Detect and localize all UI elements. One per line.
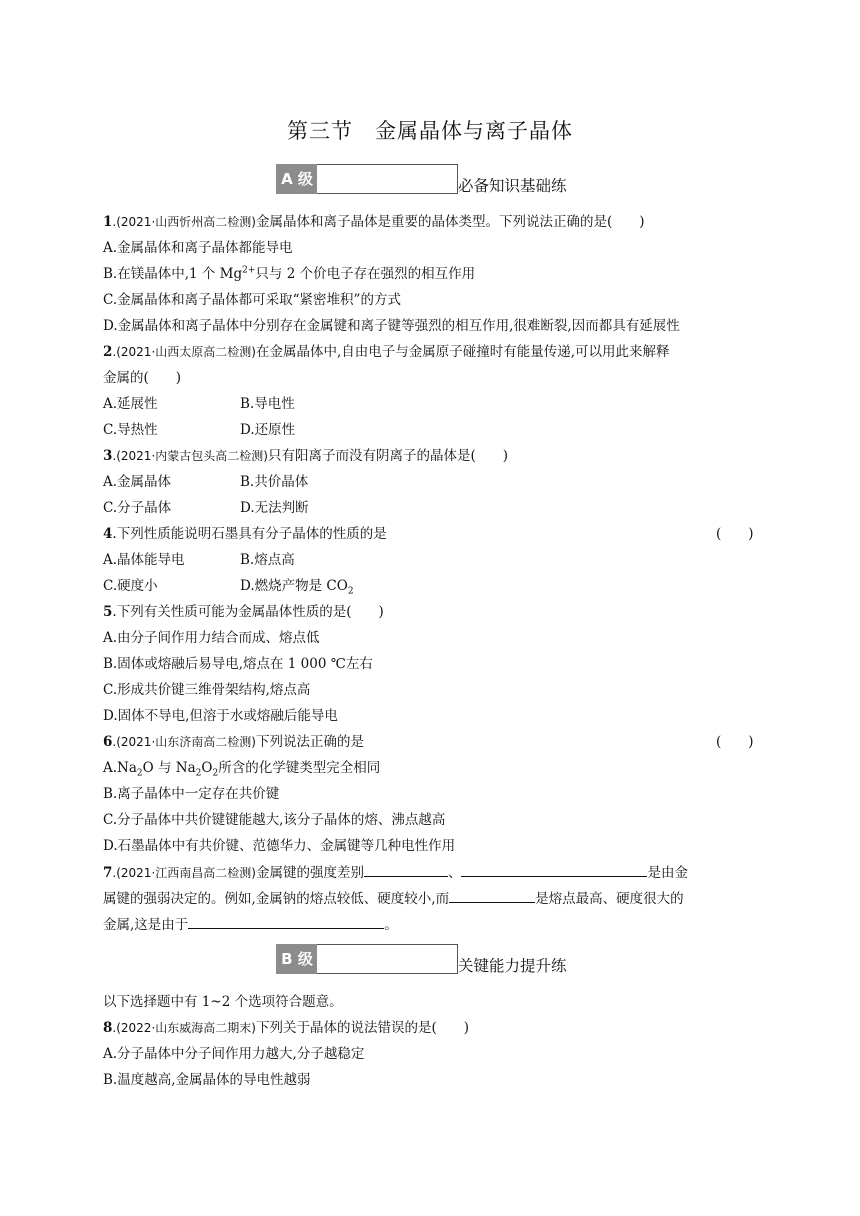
q1-option-d: D.金属晶体和离子晶体中分别存在金属键和离子键等强烈的相互作用,很难断裂,因而都具有延展性	[103, 318, 680, 334]
q4-option-d: D.燃烧产物是 $CO_2$	[240, 578, 354, 597]
q2-options-ab	[103, 394, 295, 414]
q1-option-b: B.在镁晶体中,1 个 $Mg^{2+}$只与 2 个价电子存在强烈的相互作用	[103, 265, 476, 282]
q3-options-ab	[103, 472, 309, 492]
q3-option-b: B.共价晶体	[240, 474, 309, 490]
q7-line-3: 金属,这是由于 。	[103, 914, 398, 935]
section-a-box	[317, 164, 458, 194]
q4-answer-paren: ( )	[716, 526, 754, 542]
q8-option-a: A.分子晶体中分子间作用力越大,分子越稳定	[103, 1046, 365, 1062]
q7-line-1: 7.(2021·江西南昌高二检测)金属键的强度差别 、 是由金	[103, 862, 688, 883]
q2-stem: 2.(2021·山西太原高二检测)在金属晶体中,自由电子与金属原子碰撞时有能量传递,可以用此来解释	[103, 344, 670, 360]
q8-stem: 8.(2022·山东威海高二期末)下列关于晶体的说法错误的是( )	[103, 1020, 469, 1036]
q3-option-d: D.无法判断	[240, 500, 309, 516]
q4-option-b: B.熔点高	[240, 552, 295, 568]
q3-stem: 3.(2021·内蒙古包头高二检测)只有阳离子而没有阴离子的晶体是( )	[103, 448, 508, 464]
q7-blank-2[interactable]	[461, 862, 647, 877]
q4-options-cd	[103, 576, 354, 597]
q5-option-d: D.固体不导电,但溶于水或熔融后能导电	[103, 708, 338, 724]
q4-option-a: A.晶体能导电	[103, 552, 185, 568]
q6-answer-paren: ( )	[716, 734, 754, 750]
q1-option-a: A.金属晶体和离子晶体都能导电	[103, 240, 293, 256]
q3-options-cd	[103, 498, 309, 518]
q6-stem: 6.(2021·山东济南高二检测)下列说法正确的是	[103, 734, 364, 750]
q3-option-a: A.金属晶体	[103, 474, 172, 490]
q4-stem: 4.下列性质能说明石墨具有分子晶体的性质的是	[103, 526, 387, 542]
section-b-box	[317, 944, 458, 974]
q2-option-a: A.延展性	[103, 396, 158, 412]
q6-option-c: C.分子晶体中共价键键能越大,该分子晶体的熔、沸点越高	[103, 812, 446, 828]
section-a-label: 必备知识基础练	[458, 177, 567, 195]
q2-stem-cont: 金属的( )	[103, 370, 182, 386]
q4-option-c: C.硬度小	[103, 578, 158, 594]
q7-blank-1[interactable]	[364, 862, 448, 877]
q6-option-d: D.石墨晶体中有共价键、范德华力、金属键等几种电性作用	[103, 838, 456, 854]
page-title: 第三节 金属晶体与离子晶体	[287, 119, 573, 143]
q1-option-c: C.金属晶体和离子晶体都可采取“紧密堆积”的方式	[103, 292, 401, 308]
q7-blank-3[interactable]	[449, 888, 535, 903]
q6-option-a: $A.Na_2O$ 与 $Na_2O_2$所含的化学键类型完全相同	[103, 760, 381, 779]
q5-stem: 5.下列有关性质可能为金属晶体性质的是( )	[103, 604, 384, 620]
q1-stem: 1.(2021·山西忻州高二检测)金属晶体和离子晶体是重要的晶体类型。下列说法正确的是( )	[103, 214, 645, 230]
section-a-header	[276, 164, 616, 196]
q5-option-b: B.固体或熔融后易导电,熔点在 1 000 ℃左右	[103, 656, 373, 672]
q2-option-c: C.导热性	[103, 422, 158, 438]
section-b-badge: B 级	[276, 944, 318, 974]
q5-option-a: A.由分子间作用力结合而成、熔点低	[103, 630, 320, 646]
q3-option-c: C.分子晶体	[103, 500, 172, 516]
q6-option-b: B.离子晶体中一定存在共价键	[103, 786, 280, 802]
q5-option-c: C.形成共价键三维骨架结构,熔点高	[103, 682, 311, 698]
q2-option-d: D.还原性	[240, 422, 296, 438]
q7-line-2: 属键的强弱决定的。例如,金属钠的熔点较低、硬度较小,而 是熔点最高、硬度很大的	[103, 888, 684, 909]
section-b-note: 以下选择题中有 1~2 个选项符合题意。	[103, 994, 343, 1010]
q2-options-cd	[103, 420, 296, 440]
section-b-header	[276, 944, 616, 976]
section-b-label: 关键能力提升练	[458, 957, 567, 975]
q7-blank-4[interactable]	[188, 914, 384, 929]
q4-options-ab	[103, 550, 295, 570]
q2-option-b: B.导电性	[240, 396, 295, 412]
section-a-badge: A 级	[276, 164, 318, 194]
q8-option-b: B.温度越高,金属晶体的导电性越弱	[103, 1072, 311, 1088]
